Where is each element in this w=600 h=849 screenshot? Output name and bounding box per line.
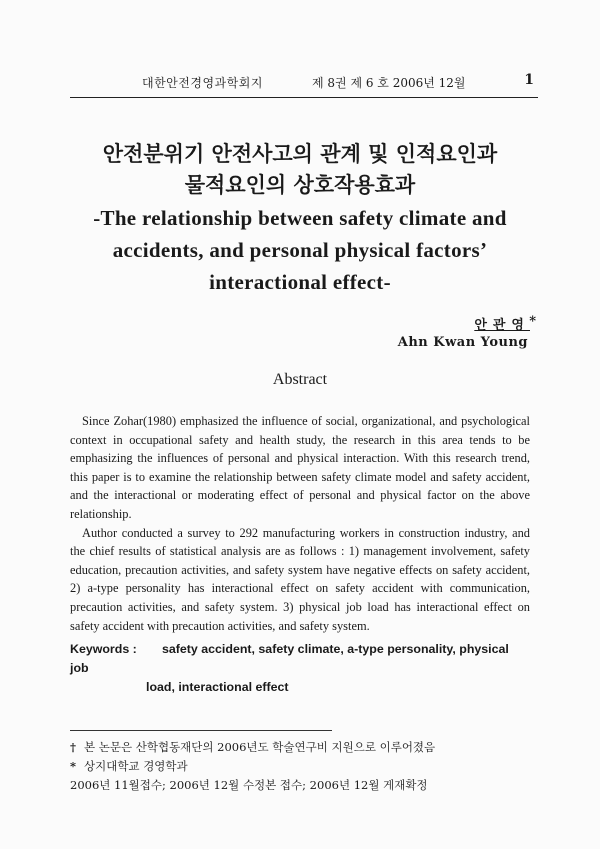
abstract-heading: Abstract — [272, 371, 328, 388]
title-english-line1: -The relationship between safety climate and — [93, 206, 507, 230]
title-block — [60, 138, 540, 298]
footnote-affiliation — [70, 757, 540, 776]
footnote-mark-asterisk: * — [70, 759, 77, 773]
keywords-label: Keywords : — [70, 642, 137, 656]
author-name-english: Ahn Kwan Young — [397, 335, 528, 350]
title-korean-line1: 안전분위기 안전사고의 관계 및 인적요인과 — [102, 141, 498, 166]
footnote-rule — [70, 730, 332, 731]
footnote-text: 본 논문은 산학협동재단의 2006년도 학술연구비 지원으로 이루어졌음 — [84, 740, 436, 754]
keywords-line1: safety accident, safety climate, a-type personality, physical job — [70, 642, 509, 675]
author-footnote-mark: * — [529, 314, 536, 329]
keywords-line2: load, interactional effect — [146, 680, 289, 694]
abstract-paragraph-2: Author conducted a survey to 292 manufacturing workers in construction industry, and the chief results of statistical analysis are as follows : 1) management involvement, safety education, precaution activities, and safety system have negative effects on safety accident, 2) a-type personality has interactional effect on safety accident with communication, precaution activities, and safety system. 3) physical job load has interactional effect on safety accident with precaution activities, and safety system. — [70, 525, 530, 633]
title-korean-line2: 물적요인의 상호작용효과 — [184, 172, 416, 197]
abstract-body — [70, 412, 530, 635]
title-english-line2: accidents, and personal physical factors’ — [112, 238, 488, 262]
volume-info: 제 8권 제 6 호 2006년 12월 — [312, 76, 466, 90]
title-english-line3: interactional effect- — [209, 270, 391, 294]
running-head — [70, 70, 538, 94]
keywords — [70, 640, 530, 697]
author-name-korean: 안관영 — [474, 318, 530, 333]
journal-name: 대한안전경영과학회지 — [142, 76, 263, 90]
footnote-dates — [70, 776, 540, 795]
footnote-funding — [70, 738, 540, 757]
footnotes — [70, 738, 540, 795]
abstract-paragraph-1: Since Zohar(1980) emphasized the influence of social, organizational, and psychological context in occupational safety and health study, the research in this area tends to be emphasizing the influences of personal and physical interaction. With this research trend, this paper is to examine the relationship between safety climate model and safety accident, and the interactional or moderating effect of personal and physical factor on the above relationship. — [70, 414, 530, 521]
footnote-text: 2006년 11월접수; 2006년 12월 수정본 접수; 2006년 12월 게재확정 — [70, 778, 428, 792]
footnote-mark-dagger: † — [70, 740, 77, 754]
page-number: 1 — [524, 72, 534, 88]
header-rule — [70, 97, 538, 98]
footnote-text: 상지대학교 경영학과 — [84, 759, 188, 773]
